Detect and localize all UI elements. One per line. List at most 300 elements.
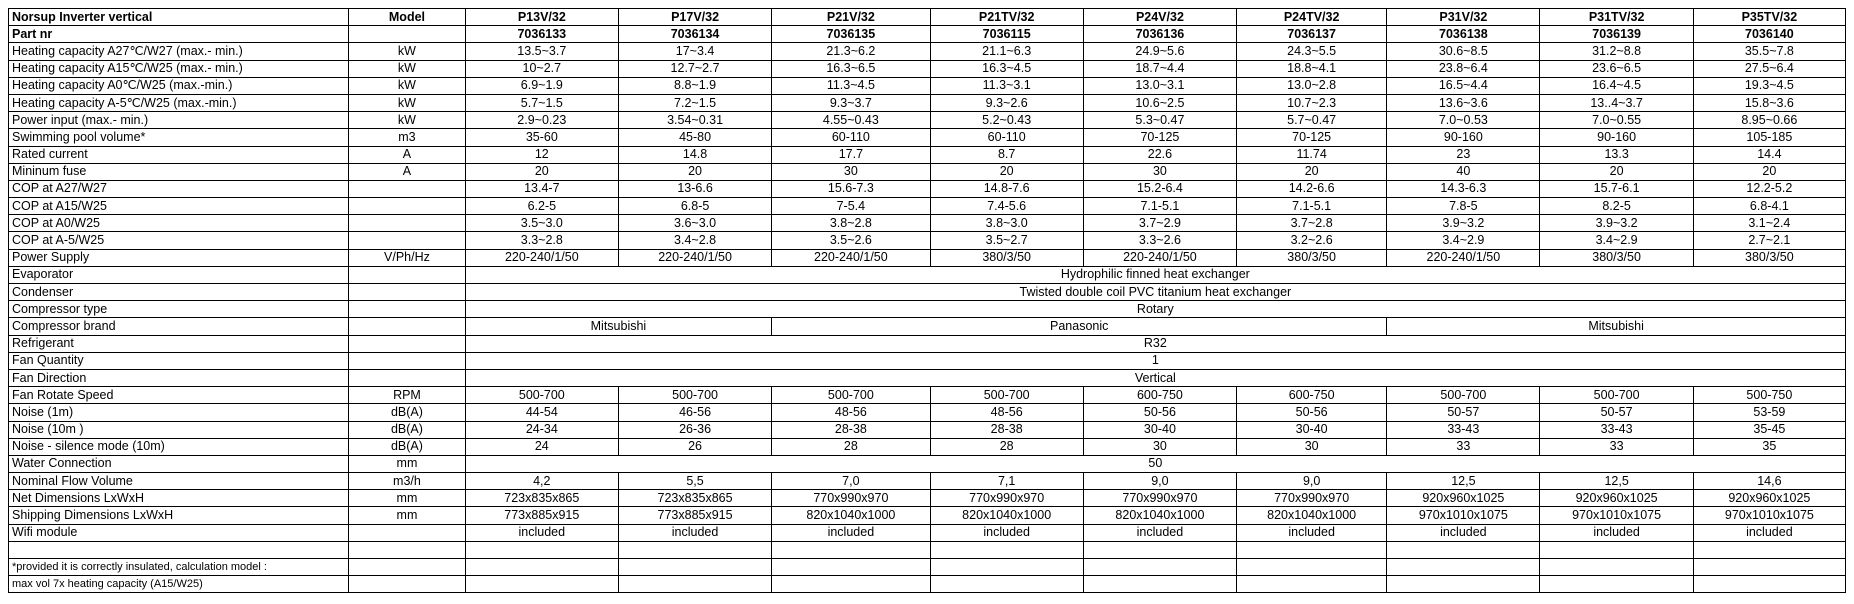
blank-cell xyxy=(930,576,1083,593)
spec-value-merged: Hydrophilic finned heat exchanger xyxy=(465,266,1845,283)
spec-value: 3.3~2.8 xyxy=(465,232,618,249)
spec-label: Heating capacity A27℃/W27 (max.- min.) xyxy=(9,43,349,60)
spec-value-merged: Rotary xyxy=(465,301,1845,318)
spec-row xyxy=(9,180,1846,197)
spec-value: 26-36 xyxy=(618,421,771,438)
spec-unit: kW xyxy=(349,112,465,129)
spec-value: 380/3/50 xyxy=(1540,249,1693,266)
spec-value: 3.9~3.2 xyxy=(1540,215,1693,232)
spec-value: 13.4-7 xyxy=(465,180,618,197)
spec-unit xyxy=(349,524,465,541)
spec-value: 33-43 xyxy=(1387,421,1540,438)
spec-value: 3.8~2.8 xyxy=(772,215,930,232)
spec-table-body xyxy=(9,9,1846,593)
spec-value: 723x835x865 xyxy=(465,490,618,507)
blank-cell xyxy=(349,576,465,593)
spec-value: 70-125 xyxy=(1083,129,1236,146)
spec-value: 770x990x970 xyxy=(772,490,930,507)
spec-value: 50-57 xyxy=(1387,404,1540,421)
spec-value: 33-43 xyxy=(1540,421,1693,438)
blank-cell xyxy=(1237,576,1387,593)
spec-value: 24.9~5.6 xyxy=(1083,43,1236,60)
spec-value: 30-40 xyxy=(1083,421,1236,438)
blank-cell xyxy=(1387,559,1540,576)
spec-unit: dB(A) xyxy=(349,438,465,455)
spec-label: Evaporator xyxy=(9,266,349,283)
spec-value: 5.7~1.5 xyxy=(465,94,618,111)
spec-unit: m3 xyxy=(349,129,465,146)
spec-value: 2.9~0.23 xyxy=(465,112,618,129)
spec-unit: mm xyxy=(349,490,465,507)
spec-value: 380/3/50 xyxy=(1237,249,1387,266)
spec-label: Heating capacity A15℃/W25 (max.- min.) xyxy=(9,60,349,77)
spec-unit: m3/h xyxy=(349,473,465,490)
spec-value: 28-38 xyxy=(772,421,930,438)
spec-value: 14.4 xyxy=(1693,146,1845,163)
spec-value: 50-56 xyxy=(1083,404,1236,421)
spec-label: Swimming pool volume* xyxy=(9,129,349,146)
spec-sheet xyxy=(8,8,1846,593)
blank-cell xyxy=(1387,576,1540,593)
spec-value: 3.54~0.31 xyxy=(618,112,771,129)
spec-label: Rated current xyxy=(9,146,349,163)
spec-unit xyxy=(349,232,465,249)
spec-value: 7,1 xyxy=(930,473,1083,490)
spec-row xyxy=(9,198,1846,215)
spec-unit xyxy=(349,369,465,386)
spec-row xyxy=(9,524,1846,541)
spec-value: 60-110 xyxy=(772,129,930,146)
spec-value: 7.1-5.1 xyxy=(1083,198,1236,215)
spec-unit: dB(A) xyxy=(349,404,465,421)
spec-value: 7.8-5 xyxy=(1387,198,1540,215)
spec-value: 14.8 xyxy=(618,146,771,163)
model-name: P31TV/32 xyxy=(1540,9,1693,26)
spec-value: 27.5~6.4 xyxy=(1693,60,1845,77)
spec-row xyxy=(9,249,1846,266)
model-name: P24V/32 xyxy=(1083,9,1236,26)
spec-value: 20 xyxy=(618,163,771,180)
spec-label: Compressor type xyxy=(9,301,349,318)
spec-value: 13..4~3.7 xyxy=(1540,94,1693,111)
blank-cell xyxy=(9,541,349,558)
blank-cell xyxy=(1540,559,1693,576)
spec-value: 10.6~2.5 xyxy=(1083,94,1236,111)
spec-row xyxy=(9,146,1846,163)
spec-unit xyxy=(349,198,465,215)
spec-value: 16.3~4.5 xyxy=(930,60,1083,77)
spec-value: 35 xyxy=(1693,438,1845,455)
spec-value: 90-160 xyxy=(1387,129,1540,146)
spec-value: 30 xyxy=(1083,438,1236,455)
spec-row xyxy=(9,77,1846,94)
spec-label: Power Supply xyxy=(9,249,349,266)
spec-value: 10.7~2.3 xyxy=(1237,94,1387,111)
spec-value: 13.0~2.8 xyxy=(1237,77,1387,94)
spec-row xyxy=(9,284,1846,301)
spec-row xyxy=(9,112,1846,129)
spec-value: 13.5~3.7 xyxy=(465,43,618,60)
spec-value: 105-185 xyxy=(1693,129,1845,146)
spec-value: 970x1010x1075 xyxy=(1693,507,1845,524)
spec-label: Net Dimensions LxWxH xyxy=(9,490,349,507)
spec-value: 28 xyxy=(930,438,1083,455)
spec-value: 770x990x970 xyxy=(930,490,1083,507)
blank-cell xyxy=(1083,541,1236,558)
spec-value: included xyxy=(772,524,930,541)
spec-value: 7.0~0.55 xyxy=(1540,112,1693,129)
spec-label: Fan Rotate Speed xyxy=(9,387,349,404)
spec-label: Mininum fuse xyxy=(9,163,349,180)
spec-unit xyxy=(349,284,465,301)
blank-cell xyxy=(465,559,618,576)
blank-cell xyxy=(930,559,1083,576)
spec-unit xyxy=(349,352,465,369)
spec-value: 6.9~1.9 xyxy=(465,77,618,94)
spec-value: 18.7~4.4 xyxy=(1083,60,1236,77)
blank-cell xyxy=(772,541,930,558)
spec-value: 13-6.6 xyxy=(618,180,771,197)
model-name: P13V/32 xyxy=(465,9,618,26)
spec-value: 30.6~8.5 xyxy=(1387,43,1540,60)
spec-value: 30-40 xyxy=(1237,421,1387,438)
spec-row xyxy=(9,163,1846,180)
header-row xyxy=(9,9,1846,26)
spec-row xyxy=(9,318,1846,335)
spec-value: 17~3.4 xyxy=(618,43,771,60)
spec-value-merged: R32 xyxy=(465,335,1845,352)
spec-value: 723x835x865 xyxy=(618,490,771,507)
spec-value: 220-240/1/50 xyxy=(618,249,771,266)
spec-value: 920x960x1025 xyxy=(1387,490,1540,507)
spec-value: 16.5~4.4 xyxy=(1387,77,1540,94)
blank-cell xyxy=(1237,559,1387,576)
blank-cell xyxy=(1387,541,1540,558)
spec-value: 12.2-5.2 xyxy=(1693,180,1845,197)
part-number: 7036140 xyxy=(1693,26,1845,43)
blank-cell xyxy=(1540,541,1693,558)
spec-value: 10~2.7 xyxy=(465,60,618,77)
footnote-row xyxy=(9,576,1846,593)
spec-value: 35-60 xyxy=(465,129,618,146)
spec-value: 3.4~2.9 xyxy=(1387,232,1540,249)
spec-unit: dB(A) xyxy=(349,421,465,438)
model-name: P35TV/32 xyxy=(1693,9,1845,26)
spec-value: 500-700 xyxy=(465,387,618,404)
spec-value: 13.6~3.6 xyxy=(1387,94,1540,111)
spec-label: Noise (1m) xyxy=(9,404,349,421)
part-number: 7036133 xyxy=(465,26,618,43)
spec-value: 6.8-4.1 xyxy=(1693,198,1845,215)
spec-value: 9.3~2.6 xyxy=(930,94,1083,111)
spec-row xyxy=(9,438,1846,455)
spec-value: 970x1010x1075 xyxy=(1540,507,1693,524)
spec-value: 11.3~3.1 xyxy=(930,77,1083,94)
spec-value: 24-34 xyxy=(465,421,618,438)
blank-cell xyxy=(772,559,930,576)
spec-unit: A xyxy=(349,163,465,180)
spec-row xyxy=(9,60,1846,77)
spec-value: 33 xyxy=(1540,438,1693,455)
blank-cell xyxy=(349,559,465,576)
blank-cell xyxy=(772,576,930,593)
spec-value: 820x1040x1000 xyxy=(930,507,1083,524)
spec-label: COP at A15/W25 xyxy=(9,198,349,215)
spec-row xyxy=(9,421,1846,438)
spec-value: 4.55~0.43 xyxy=(772,112,930,129)
spec-value: 220-240/1/50 xyxy=(465,249,618,266)
blank-cell xyxy=(618,559,771,576)
spec-value: 15.2-6.4 xyxy=(1083,180,1236,197)
spec-value: 30 xyxy=(1083,163,1236,180)
spec-value: 500-750 xyxy=(1693,387,1845,404)
spec-value: 920x960x1025 xyxy=(1540,490,1693,507)
spec-value: 220-240/1/50 xyxy=(1387,249,1540,266)
spec-value: 35-45 xyxy=(1693,421,1845,438)
spec-value: 8.95~0.66 xyxy=(1693,112,1845,129)
spec-value-merged: Vertical xyxy=(465,369,1845,386)
spec-value: 20 xyxy=(930,163,1083,180)
spec-row xyxy=(9,215,1846,232)
spec-value: 4,2 xyxy=(465,473,618,490)
spec-value: 21.1~6.3 xyxy=(930,43,1083,60)
spec-unit xyxy=(349,318,465,335)
spec-label: COP at A27/W27 xyxy=(9,180,349,197)
spec-unit: mm xyxy=(349,507,465,524)
spec-value: 50-56 xyxy=(1237,404,1387,421)
part-number: 7036115 xyxy=(930,26,1083,43)
blank-cell xyxy=(1693,576,1845,593)
spec-label: Heating capacity A0℃/W25 (max.-min.) xyxy=(9,77,349,94)
spec-value: 5.3~0.47 xyxy=(1083,112,1236,129)
spec-value: 500-700 xyxy=(1387,387,1540,404)
footnote-row xyxy=(9,559,1846,576)
spec-value: 70-125 xyxy=(1237,129,1387,146)
spec-value: 60-110 xyxy=(930,129,1083,146)
spec-value: 19.3~4.5 xyxy=(1693,77,1845,94)
part-number: 7036138 xyxy=(1387,26,1540,43)
spec-value: 24 xyxy=(465,438,618,455)
spec-value: 17.7 xyxy=(772,146,930,163)
spec-row xyxy=(9,232,1846,249)
spec-label: Water Connection xyxy=(9,455,349,472)
spec-value: 770x990x970 xyxy=(1083,490,1236,507)
spec-value: 14.8-7.6 xyxy=(930,180,1083,197)
spec-value: 30 xyxy=(772,163,930,180)
model-name: P31V/32 xyxy=(1387,9,1540,26)
spec-value: 8.8~1.9 xyxy=(618,77,771,94)
spec-value: 15.6-7.3 xyxy=(772,180,930,197)
spec-value: 500-700 xyxy=(1540,387,1693,404)
spec-value: 3.8~3.0 xyxy=(930,215,1083,232)
spec-value: 14.3-6.3 xyxy=(1387,180,1540,197)
spec-value: 23 xyxy=(1387,146,1540,163)
spec-value: 20 xyxy=(465,163,618,180)
spec-unit xyxy=(349,335,465,352)
spec-value: 9,0 xyxy=(1083,473,1236,490)
spec-value: 5,5 xyxy=(618,473,771,490)
spec-label: Condenser xyxy=(9,284,349,301)
spec-value: 11.74 xyxy=(1237,146,1387,163)
spec-value: 380/3/50 xyxy=(1693,249,1845,266)
spec-value: 8.2-5 xyxy=(1540,198,1693,215)
spec-value: 3.7~2.9 xyxy=(1083,215,1236,232)
spec-value: included xyxy=(1083,524,1236,541)
spec-value: included xyxy=(618,524,771,541)
spec-row xyxy=(9,369,1846,386)
spec-value: 13.0~3.1 xyxy=(1083,77,1236,94)
spec-value: 15.8~3.6 xyxy=(1693,94,1845,111)
spec-value: 773x885x915 xyxy=(465,507,618,524)
spec-value: 3.2~2.6 xyxy=(1237,232,1387,249)
spec-value: 9,0 xyxy=(1237,473,1387,490)
spec-value: 220-240/1/50 xyxy=(772,249,930,266)
spec-row xyxy=(9,404,1846,421)
spec-label: Noise (10m ) xyxy=(9,421,349,438)
spec-value: 3.4~2.8 xyxy=(618,232,771,249)
spec-value: 22.6 xyxy=(1083,146,1236,163)
spec-value: included xyxy=(1540,524,1693,541)
spec-unit xyxy=(349,266,465,283)
spec-value: 3.5~2.7 xyxy=(930,232,1083,249)
spec-value: included xyxy=(465,524,618,541)
spec-value: 12,5 xyxy=(1387,473,1540,490)
spec-value: 3.3~2.6 xyxy=(1083,232,1236,249)
spec-unit: kW xyxy=(349,94,465,111)
spec-value: 500-700 xyxy=(930,387,1083,404)
spec-value: 48-56 xyxy=(930,404,1083,421)
part-number: 7036137 xyxy=(1237,26,1387,43)
spec-value: 770x990x970 xyxy=(1237,490,1387,507)
spec-unit: A xyxy=(349,146,465,163)
spec-unit: RPM xyxy=(349,387,465,404)
part-number: 7036134 xyxy=(618,26,771,43)
spec-row xyxy=(9,490,1846,507)
part-number: 7036135 xyxy=(772,26,930,43)
spec-value: 20 xyxy=(1693,163,1845,180)
spec-value: 23.8~6.4 xyxy=(1387,60,1540,77)
spec-row xyxy=(9,473,1846,490)
blank-cell xyxy=(1693,559,1845,576)
spec-value: 12.7~2.7 xyxy=(618,60,771,77)
spec-row xyxy=(9,266,1846,283)
spec-value-merged: 1 xyxy=(465,352,1845,369)
spec-value: 3.1~2.4 xyxy=(1693,215,1845,232)
spec-value: 16.4~4.5 xyxy=(1540,77,1693,94)
spec-value: 3.7~2.8 xyxy=(1237,215,1387,232)
blank-cell xyxy=(1540,576,1693,593)
blank-row xyxy=(9,541,1846,558)
spec-value: 7.1-5.1 xyxy=(1237,198,1387,215)
blank-cell xyxy=(930,541,1083,558)
spec-value: 970x1010x1075 xyxy=(1387,507,1540,524)
spec-value: 46-56 xyxy=(618,404,771,421)
spec-value: 7,0 xyxy=(772,473,930,490)
spec-value: 920x960x1025 xyxy=(1693,490,1845,507)
spec-value: 7.0~0.53 xyxy=(1387,112,1540,129)
spec-label: Refrigerant xyxy=(9,335,349,352)
spec-value: 500-700 xyxy=(618,387,771,404)
spec-value: 31.2~8.8 xyxy=(1540,43,1693,60)
spec-row xyxy=(9,129,1846,146)
spec-value: 7.4-5.6 xyxy=(930,198,1083,215)
spec-value: 9.3~3.7 xyxy=(772,94,930,111)
spec-unit xyxy=(349,180,465,197)
spec-value: 8.7 xyxy=(930,146,1083,163)
spec-value: 12,5 xyxy=(1540,473,1693,490)
spec-value: 14,6 xyxy=(1693,473,1845,490)
spec-value: included xyxy=(1237,524,1387,541)
spec-value-group: Mitsubishi xyxy=(1387,318,1846,335)
blank-cell xyxy=(1083,559,1236,576)
spec-value: 5.2~0.43 xyxy=(930,112,1083,129)
spec-row xyxy=(9,352,1846,369)
spec-row xyxy=(9,43,1846,60)
spec-label: Nominal Flow Volume xyxy=(9,473,349,490)
spec-value: 2.7~2.1 xyxy=(1693,232,1845,249)
spec-label: Shipping Dimensions LxWxH xyxy=(9,507,349,524)
spec-row xyxy=(9,387,1846,404)
spec-row xyxy=(9,455,1846,472)
spec-unit: kW xyxy=(349,77,465,94)
spec-value: 14.2-6.6 xyxy=(1237,180,1387,197)
model-name: P24TV/32 xyxy=(1237,9,1387,26)
spec-label: Wifi module xyxy=(9,524,349,541)
spec-label: COP at A-5/W25 xyxy=(9,232,349,249)
spec-value: 23.6~6.5 xyxy=(1540,60,1693,77)
spec-value: 220-240/1/50 xyxy=(1083,249,1236,266)
blank-cell xyxy=(618,576,771,593)
spec-value: 50-57 xyxy=(1540,404,1693,421)
part-nr-label: Part nr xyxy=(9,26,349,43)
spec-value: 40 xyxy=(1387,163,1540,180)
spec-row xyxy=(9,94,1846,111)
spec-row xyxy=(9,301,1846,318)
spec-label: COP at A0/W25 xyxy=(9,215,349,232)
part-nr-row xyxy=(9,26,1846,43)
spec-value: 15.7-6.1 xyxy=(1540,180,1693,197)
spec-value: included xyxy=(930,524,1083,541)
spec-value: 18.8~4.1 xyxy=(1237,60,1387,77)
spec-unit: mm xyxy=(349,455,465,472)
spec-value: 6.2-5 xyxy=(465,198,618,215)
spec-value: 3.6~3.0 xyxy=(618,215,771,232)
blank-cell xyxy=(618,541,771,558)
spec-value: 380/3/50 xyxy=(930,249,1083,266)
spec-value: 20 xyxy=(1540,163,1693,180)
spec-value-merged: 50 xyxy=(465,455,1845,472)
spec-value: 773x885x915 xyxy=(618,507,771,524)
spec-value: 12 xyxy=(465,146,618,163)
spec-value: 53-59 xyxy=(1693,404,1845,421)
spec-value: 28-38 xyxy=(930,421,1083,438)
spec-table xyxy=(8,8,1846,593)
part-number: 7036139 xyxy=(1540,26,1693,43)
spec-unit: kW xyxy=(349,60,465,77)
spec-value: 3.5~2.6 xyxy=(772,232,930,249)
spec-value: 28 xyxy=(772,438,930,455)
spec-row xyxy=(9,335,1846,352)
spec-value: 16.3~6.5 xyxy=(772,60,930,77)
spec-value-group: Mitsubishi xyxy=(465,318,772,335)
spec-value: 48-56 xyxy=(772,404,930,421)
model-name: P17V/32 xyxy=(618,9,771,26)
table-title: Norsup Inverter vertical xyxy=(9,9,349,26)
spec-value: 500-700 xyxy=(772,387,930,404)
spec-value: 90-160 xyxy=(1540,129,1693,146)
blank-cell xyxy=(465,541,618,558)
part-nr-unit xyxy=(349,26,465,43)
